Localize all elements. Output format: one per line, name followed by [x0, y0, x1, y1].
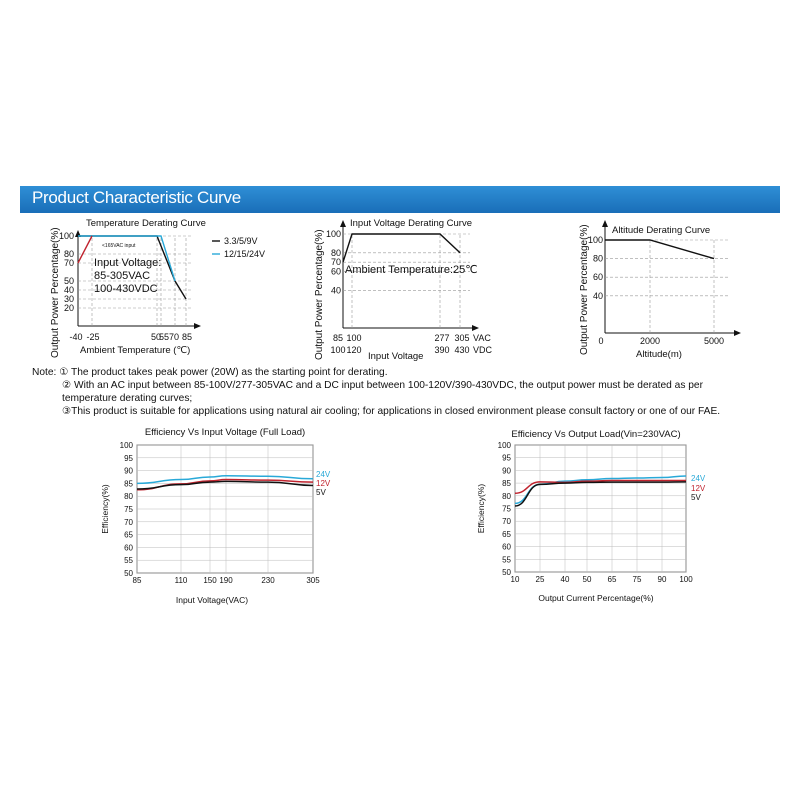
x-tick-label: 25: [535, 575, 545, 584]
chart-2-title: Input Voltage Derating Curve: [350, 218, 472, 229]
note-2: ② With an AC input between 85-100V/277-305VAC and a DC input between 100-120V/390-430VDC, the output power must be derated as per: [62, 380, 703, 391]
x-axis-label: Ambient Temperature (℃): [80, 345, 191, 356]
unit-dc-label: VDC: [473, 345, 493, 355]
legend-label: 5V: [691, 493, 701, 502]
y-tick-label: 40: [63, 285, 74, 295]
y-axis-label: Efficiency(%): [100, 484, 110, 534]
y-tick-label: 50: [63, 276, 74, 286]
x-tick-label: -40: [69, 332, 83, 342]
y-tick-label: 100: [497, 441, 511, 450]
x-tick-label: 85: [132, 576, 142, 585]
y-tick-label: 30: [63, 294, 74, 304]
y-tick-label: 80: [63, 249, 74, 259]
x-tick-label-dc: 100: [330, 345, 346, 355]
x-tick-label: 230: [261, 576, 275, 585]
y-tick-label: 20: [63, 303, 74, 313]
y-tick-label: 40: [330, 285, 341, 296]
chart-3-title: Altitude Derating Curve: [612, 225, 711, 236]
legend-label: 12V: [316, 479, 331, 488]
x-tick-label: 40: [560, 575, 570, 584]
text-box-line: 100-430VDC: [94, 283, 158, 295]
x-axis-label: Altitude(m): [636, 349, 682, 360]
y-tick-label: 70: [124, 517, 133, 527]
y-axis-label: Output Power Percentage(%): [50, 227, 61, 358]
x-axis-label: Input Voltage(VAC): [175, 595, 249, 605]
x-tick-label: 5000: [703, 336, 725, 346]
y-tick-label: 95: [502, 453, 511, 463]
y-tick-label: 100: [325, 229, 341, 239]
y-tick-label: 80: [330, 247, 341, 258]
chart-1-title: Temperature Derating Curve: [86, 218, 206, 229]
x-tick-label: 50: [150, 332, 162, 342]
notes-block: [32, 366, 780, 418]
banner-title: Product Characteristic Curve: [32, 188, 241, 207]
x-tick-label: 70: [168, 332, 180, 342]
y-tick-label: 50: [124, 569, 133, 578]
y-tick-label: 90: [124, 466, 133, 476]
chart-title: Efficiency Vs Output Load(Vin=230VAC): [511, 429, 681, 440]
y-tick-label: 70: [502, 517, 511, 527]
y-tick-label: 60: [124, 543, 133, 553]
y-tick-label: 85: [502, 479, 511, 489]
x-tick-label: 0: [598, 336, 604, 346]
y-tick-label: 80: [502, 491, 511, 501]
annotation-label: Ambient Temperature:25℃: [345, 264, 478, 276]
y-tick-label: 95: [124, 453, 133, 463]
y-tick-label: 55: [502, 555, 511, 565]
x-tick-label: 55: [158, 332, 170, 342]
x-tick-label: 190: [219, 576, 233, 585]
y-tick-label: 65: [502, 529, 511, 539]
y-tick-label: 80: [592, 253, 603, 264]
y-tick-label: 100: [587, 235, 603, 245]
y-tick-label: 75: [124, 505, 133, 514]
x-tick-label-ac: 100: [346, 333, 362, 343]
note-3: ③This product is suitable for applications using natural air cooling; for applications in closed environment please consult factory or one of our FAE.: [62, 406, 721, 417]
chart-title: Efficiency Vs Input Voltage (Full Load): [144, 427, 306, 438]
y-tick-label: 100: [58, 231, 74, 241]
x-tick-label-dc: 430: [454, 345, 470, 355]
x-tick-label-ac: 305: [454, 333, 470, 343]
y-axis-label: Output Power Percentage(%): [579, 224, 590, 355]
y-tick-label: 60: [502, 542, 511, 552]
y-tick-label: 75: [502, 504, 511, 514]
x-tick-label-ac: 85: [332, 333, 344, 343]
y-tick-label: 55: [124, 556, 133, 566]
x-tick-label-dc: 390: [434, 345, 450, 355]
y-tick-label: 70: [63, 258, 74, 268]
x-tick-label: 10: [510, 575, 520, 584]
x-tick-label: 2000: [639, 336, 661, 346]
x-tick-label-ac: 277: [434, 333, 450, 343]
series-line-5V: [515, 482, 686, 506]
legend-label: 12/15/24V: [224, 249, 266, 259]
y-tick-label: 85: [124, 479, 133, 489]
legend-label: 3.3/5/9V: [224, 236, 258, 246]
x-tick-label: 75: [632, 575, 642, 584]
x-tick-label: -25: [86, 332, 100, 342]
legend-label: 24V: [316, 470, 331, 479]
x-tick-label: 100: [679, 575, 693, 584]
y-tick-label: 50: [502, 568, 511, 577]
y-tick-label: 60: [592, 272, 603, 283]
x-tick-label: 305: [306, 576, 320, 585]
y-tick-label: 40: [592, 290, 603, 301]
x-tick-label: 90: [657, 575, 667, 584]
legend-label: 5V: [316, 488, 326, 497]
unit-ac-label: VAC: [473, 333, 491, 343]
x-tick-label: 50: [582, 575, 592, 584]
note-1: [32, 366, 780, 379]
text-box-line: 85-305VAC: [94, 270, 151, 282]
y-tick-label: 100: [119, 441, 133, 450]
text-box-line: Input Voltage:: [94, 257, 162, 269]
x-axis-label: Input Voltage: [368, 351, 424, 362]
y-axis-label: Efficiency(%): [476, 483, 486, 534]
note-2-cont: temperature derating curves;: [62, 393, 193, 404]
annotation-label: <165VAC input: [102, 243, 136, 249]
legend-label: 24V: [691, 474, 706, 483]
y-tick-label: 70: [330, 257, 341, 268]
y-tick-label: 90: [502, 466, 511, 476]
legend-label: 12V: [691, 484, 706, 493]
note-prefix: Note:: [32, 367, 57, 378]
x-tick-label: 150: [203, 576, 217, 585]
x-tick-label-dc: 120: [346, 345, 362, 355]
x-tick-label: 110: [174, 576, 188, 585]
x-tick-label: 85: [181, 332, 193, 342]
y-tick-label: 60: [330, 266, 341, 277]
x-axis-label: Output Current Percentage(%): [538, 593, 654, 603]
y-tick-label: 80: [124, 492, 133, 502]
y-tick-label: 65: [124, 530, 133, 540]
note-1-text: ① The product takes peak power (20W) as the starting point for derating.: [59, 367, 388, 378]
x-tick-label: 65: [607, 575, 617, 584]
y-axis-label: Output Power Percentage(%): [314, 229, 325, 360]
